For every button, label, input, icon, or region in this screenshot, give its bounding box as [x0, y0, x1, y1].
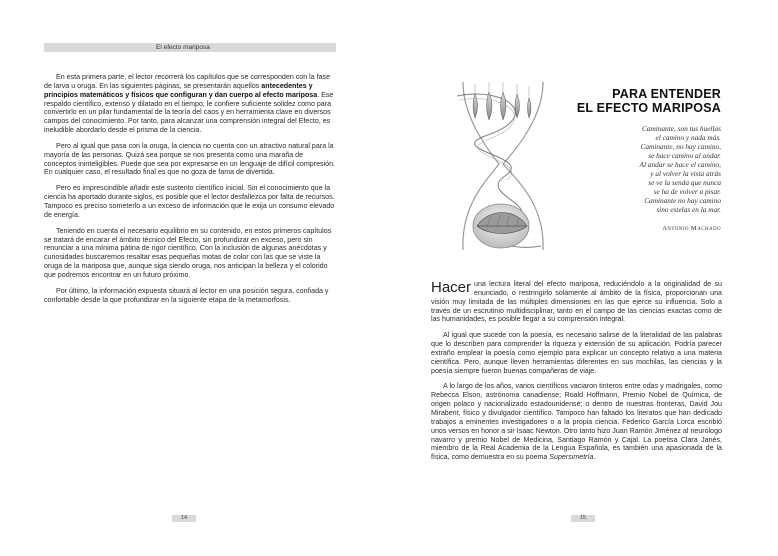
poem-line: se ha de volver a pisar.: [653, 186, 721, 196]
poem-line: y al volver la vista atrás: [650, 168, 721, 178]
poem-line: sino estelas en la mar.: [656, 204, 721, 214]
hourglass-butterfly-illustration: [445, 76, 557, 256]
paragraph: Teniendo en cuenta el necesario equilibrio en su contenido, en estos primeros capítulos se tratará de encarar el ámbito técnico del Efecto, sin profundizar en exceso, pero sin renunciar a una mínima pátina de rigor científico. Con la inclusión de algunas anécdotas y curiosidades buscaremos resaltar esas pequeñas motas de color con las que se viste la oruga de la mariposa que, aunque siga siendo oruga, nos anticipan la belleza y el colorido que podremos encontrar en un futuro próximo.: [44, 226, 332, 279]
right-page-body: [431, 280, 722, 469]
poem-line: se ve la senda que nunca: [648, 177, 721, 187]
left-page-body: [44, 73, 337, 311]
poem-line: el camino y nada más.: [655, 132, 721, 142]
poem-line: Caminante no hay camino: [644, 195, 721, 205]
paragraph: En esta primera parte, el lector recorrerá los capítulos que se corresponden con la fase de larva u oruga. En las siguientes páginas, se presentarán aquellos antecedentes y principios matemáticos y físicos que configuran y dan cuerpo al efecto mariposa. Ese respaldo científico, extenso y dilatado en el tiempo, le confiere suficiente solidez como para convertirlo en un pilar fundamental de la teoría del caos y en herramienta clave en diversos campos del conocimiento. Por tanto, para alcanzar una comprensión integral del Efecto, es ineludible abordarlo desde el prisma de la ciencia.: [44, 73, 334, 135]
drop-word: Hacer: [431, 279, 472, 296]
epigraph-poem: [601, 125, 721, 215]
paragraph: Por último, la información expuesta situará al lector en una posición segura, confiada y confortable desde la que profundizar en la siguiente etapa de la metamorfosis.: [44, 286, 329, 304]
poem-author: Antonio Machado: [662, 225, 721, 232]
poem-line: se hace camino al andar.: [648, 150, 721, 160]
paragraph: Pero al igual que pasa con la oruga, la ciencia no cuenta con un atractivo natural para la mayoría de las personas. Quizá sea porque se nos presenta como una maraña de conceptos ininteligibles. Puede que sea por expresarse en un lenguaje de difícil compresión. En cualquier caso, el resultado final es que no goza de fama de divertida.: [44, 141, 336, 177]
italic-title: Supersimetría: [549, 453, 594, 462]
poem-line: Caminante, son tus huellas: [641, 124, 721, 133]
poem-line: Al andar se hace el camino,: [639, 159, 721, 169]
paragraph: Al igual que sucede con la poesía, es necesario salirse de la literalidad de las palabras que lo describen para comprender la riqueza y extensión de su aplicación. Podría parecer extraño emplear la poesía como ejemplo para explicar un concepto relativo a una materia científica. Pero, aunque lleven herramientas diferentes en sus mochilas, las ciencias y la poesía siempre fueron buenas compañeras de viaje.: [431, 331, 722, 375]
chapter-heading: PARA ENTENDER EL EFECTO MARIPOSA: [576, 87, 721, 115]
page-number: 14: [172, 515, 196, 522]
right-page: [389, 0, 778, 556]
paragraph: A lo largo de los años, varios científicos vaciaron tinteros entre odas y madrigales, como Rebecca Elson, astrónoma canadiense; Roald Hoffmann, Premio Nobel de Química, de origen polaco y nacionalizado estadounidense; o dentro de nuestras fronteras, David Jou Mirabent, físico y divulgador científico. Tampoco han faltado los literatos que han dedicado trabajos a eminentes investigadores o a la propia ciencia. Federico García Lorca escribió unos versos en honor a sir Isaac Newton. Otro tanto hizo Juan Ramón Jiménez al neurólogo navarro y premio Nobel de Medicina, Santiago Ramón y Cajal. La poetisa Clara Janés, miembro de la Real Academia de la Lengua Española, es también una apasionada de la física, como demuestra en su poema Supersimetría.: [431, 382, 722, 462]
bold-phrase: antecedentes y principios matemáticos y físicos que configuran y dan cuerpo al efecto mariposa: [44, 81, 318, 99]
poem-line: Caminante, no hay camino,: [640, 141, 721, 151]
paragraph: Hacer una lectura literal del efecto mariposa, reduciéndolo a la originalidad de su enunciado, o restringirlo solamente al ámbito de la física, proporcionan una visión muy limitada de las múltiples dimensiones en las que ejerce su influencia. Solo a través de un escrutinio multidisciplinar, tanto en el campo de las ciencias exactas como de las humanidades, es posible llegar a su comprensión integral.: [431, 279, 722, 324]
running-header: El efecto mariposa: [44, 43, 336, 52]
paragraph: Pero es imprescindible añadir este sustento científico inicial. Sin el conocimiento que la ciencia ha aportado durante siglos, es posible que el lector desfallezca por falta de recursos. Tampoco es preciso someterlo a un exceso de información que le exija un consumo elevado de energía.: [44, 184, 335, 219]
page-number: 15: [571, 515, 595, 522]
